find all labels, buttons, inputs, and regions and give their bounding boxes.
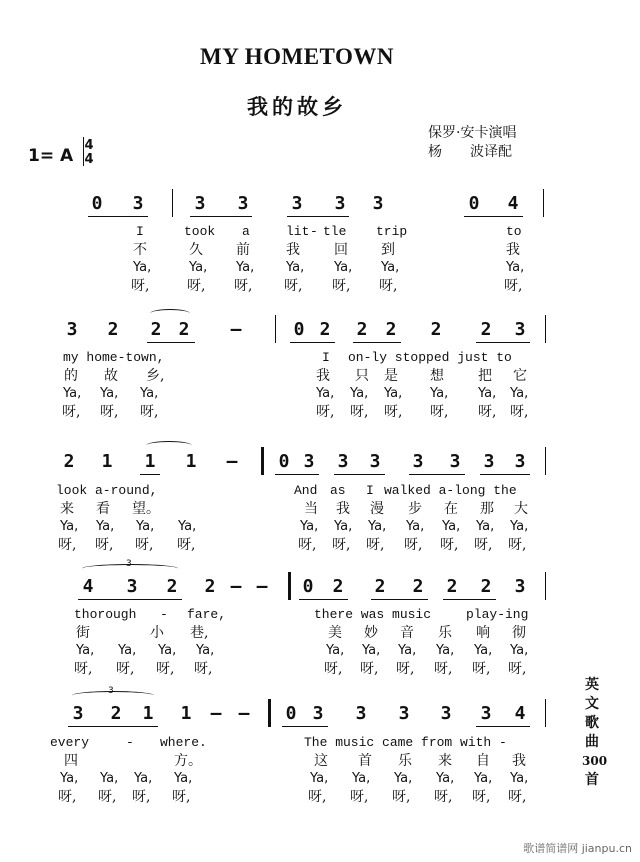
lyric-en: thorough <box>74 607 137 622</box>
note: 0 <box>293 319 305 340</box>
underline <box>464 216 523 217</box>
lyric-ya: Ya, <box>506 260 525 275</box>
lyric-zh: 小 <box>150 625 164 641</box>
lyric-ya: Ya, <box>368 519 387 534</box>
lyric-ya: Ya, <box>394 771 413 786</box>
lyric-en: a <box>242 224 250 239</box>
note: 3 <box>291 193 303 214</box>
lyric-ya-zh: 呀, <box>474 537 493 553</box>
note: — <box>230 576 242 597</box>
lyric-ya-zh: 呀, <box>100 404 119 420</box>
lyric-zh: 故 <box>104 368 118 384</box>
lyric-ya: Ya, <box>286 260 305 275</box>
lyric-en: fare, <box>187 607 227 622</box>
note: 3 <box>355 703 367 724</box>
lyric-ya-zh: 呀, <box>384 404 403 420</box>
lyric-ya: Ya, <box>100 386 119 401</box>
lyric-en: - <box>160 607 168 622</box>
lyric-ya-zh: 呀, <box>430 404 449 420</box>
lyric-ya: Ya, <box>381 260 400 275</box>
notation-line <box>0 192 640 216</box>
lyric-en: to <box>506 224 522 239</box>
lyric-zh: 乐 <box>398 753 412 769</box>
lyric-ya-zh: 呀, <box>131 278 150 294</box>
note: 2 <box>412 576 424 597</box>
lyric-ya-zh: 呀, <box>98 789 117 805</box>
lyric-ya: Ya, <box>96 519 115 534</box>
lyric-zh: 它 <box>513 368 527 384</box>
lyric-ya: Ya, <box>474 643 493 658</box>
lyric-en: I <box>322 350 330 365</box>
lyric-ya: Ya, <box>352 771 371 786</box>
note: 2 <box>107 319 119 340</box>
underline <box>353 342 401 343</box>
lyric-zh: 看 <box>96 501 110 517</box>
barline <box>261 447 264 475</box>
lyric-ya-zh: 呀, <box>350 404 369 420</box>
barline <box>288 572 291 600</box>
note: 2 <box>150 319 162 340</box>
note: 3 <box>72 703 84 724</box>
note: 2 <box>480 576 492 597</box>
note: 3 <box>480 703 492 724</box>
lyric-zh: 音 <box>400 625 414 641</box>
lyric-en: tle <box>323 224 347 239</box>
lyric-ya-zh: 呀, <box>478 404 497 420</box>
note: — <box>256 576 268 597</box>
lyric-zh: 方。 <box>174 753 202 769</box>
lyric-en: - <box>310 224 318 239</box>
lyric-ya: Ya, <box>140 386 159 401</box>
side-label-char: 首 <box>585 772 599 788</box>
note: 2 <box>430 319 442 340</box>
notation-line <box>0 559 640 599</box>
note: 3 <box>440 703 452 724</box>
triplet-mark: 3 <box>126 559 132 569</box>
lyric-en: play-ing <box>466 607 529 622</box>
lyric-ya: Ya, <box>60 771 79 786</box>
lyric-zh: 漫 <box>370 501 384 517</box>
lyric-ya-zh: 呀, <box>177 537 196 553</box>
lyric-ya-zh: 呀, <box>392 789 411 805</box>
lyric-ya-zh: 呀, <box>284 278 303 294</box>
underline <box>275 474 319 475</box>
lyric-en: where. <box>160 735 207 750</box>
lyric-ya: Ya, <box>133 260 152 275</box>
lyric-zh: 我 <box>316 368 330 384</box>
note: 1 <box>180 703 192 724</box>
lyric-en: trip <box>376 224 408 239</box>
lyric-en: - <box>126 735 134 750</box>
lyric-ya: Ya, <box>136 519 155 534</box>
lyric-en: there was music <box>314 607 432 622</box>
lyric-zh: 自 <box>476 753 490 769</box>
song-title-english: MY HOMETOWN <box>200 44 394 69</box>
side-label-char: 300 <box>582 754 608 768</box>
lyric-ya: Ya, <box>442 519 461 534</box>
music-system-5 <box>0 686 640 828</box>
underline <box>78 599 182 600</box>
lyric-ya: Ya, <box>236 260 255 275</box>
lyric-ya-zh: 呀, <box>132 789 151 805</box>
lyric-ya-zh: 呀, <box>332 537 351 553</box>
lyric-zh: 久 <box>189 242 203 258</box>
lyric-ya-zh: 呀, <box>508 789 527 805</box>
note: 4 <box>82 576 94 597</box>
note: 2 <box>178 319 190 340</box>
lyric-zh: 乐 <box>438 625 452 641</box>
note: — <box>230 319 242 340</box>
note: 2 <box>63 451 75 472</box>
lyric-ya: Ya, <box>436 643 455 658</box>
lyric-ya: Ya, <box>60 519 79 534</box>
note: 0 <box>285 703 297 724</box>
lyric-en: And <box>294 483 318 498</box>
note: 3 <box>398 703 410 724</box>
song-title-chinese: 我的故乡 <box>247 94 347 119</box>
lyric-zh: 望。 <box>132 501 160 517</box>
time-signature-bottom: 4 <box>84 152 94 167</box>
underline <box>476 726 530 727</box>
lyric-zh: 巷, <box>190 625 209 641</box>
lyric-ya-zh: 呀, <box>156 661 175 677</box>
barline <box>268 699 271 727</box>
lyric-en: as <box>330 483 346 498</box>
note: 2 <box>204 576 216 597</box>
lyric-ya: Ya, <box>178 519 197 534</box>
lyric-ya: Ya, <box>196 643 215 658</box>
lyric-ya-zh: 呀, <box>116 661 135 677</box>
lyric-ya-zh: 呀, <box>298 537 317 553</box>
underline <box>371 599 428 600</box>
lyric-ya-zh: 呀, <box>308 789 327 805</box>
lyric-zh: 我 <box>512 753 526 769</box>
music-system-1 <box>0 192 640 318</box>
note: 2 <box>166 576 178 597</box>
underline <box>476 342 530 343</box>
barline <box>172 189 173 217</box>
lyric-ya: Ya, <box>510 771 529 786</box>
key-signature: 1= A <box>28 146 74 166</box>
lyric-zh: 这 <box>314 753 328 769</box>
lyric-ya: Ya, <box>430 386 449 401</box>
lyric-zh: 把 <box>478 368 492 384</box>
lyric-ya-zh: 呀, <box>316 404 335 420</box>
lyric-zh: 来 <box>60 501 74 517</box>
music-system-3 <box>0 450 640 576</box>
underline <box>147 342 195 343</box>
lyric-ya: Ya, <box>300 519 319 534</box>
lyric-zh: 的 <box>64 368 78 384</box>
note: — <box>210 703 222 724</box>
notation-line <box>0 318 640 342</box>
underline <box>480 474 530 475</box>
note: — <box>226 451 238 472</box>
lyric-ya-zh: 呀, <box>510 404 529 420</box>
underline <box>282 726 328 727</box>
lyric-ya-zh: 呀, <box>74 661 93 677</box>
lyric-zh: 是 <box>384 368 398 384</box>
note: — <box>238 703 250 724</box>
lyric-ya: Ya, <box>189 260 208 275</box>
lyric-ya: Ya, <box>510 643 529 658</box>
tie <box>146 441 192 450</box>
lyric-ya: Ya, <box>174 771 193 786</box>
lyric-zh: 在 <box>444 501 458 517</box>
lyric-ya-zh: 呀, <box>135 537 154 553</box>
music-system-2 <box>0 318 640 444</box>
lyric-ya: Ya, <box>326 643 345 658</box>
note: 2 <box>110 703 122 724</box>
lyric-ya: Ya, <box>478 386 497 401</box>
lyric-ya: Ya, <box>76 643 95 658</box>
time-signature-bar <box>83 137 84 166</box>
note: 0 <box>302 576 314 597</box>
note: 1 <box>144 451 156 472</box>
lyric-zh: 四 <box>64 753 78 769</box>
lyric-zh: 前 <box>236 242 250 258</box>
underline <box>290 342 335 343</box>
time-signature-top: 4 <box>84 138 94 153</box>
note: 0 <box>91 193 103 214</box>
note: 3 <box>514 576 526 597</box>
lyric-ya: Ya, <box>510 519 529 534</box>
lyric-zh: 我 <box>286 242 300 258</box>
note: 4 <box>514 703 526 724</box>
lyric-ya: Ya, <box>134 771 153 786</box>
lyric-ya-zh: 呀, <box>504 278 523 294</box>
note: 3 <box>303 451 315 472</box>
singer-credit: 保罗·安卡演唱 <box>428 125 517 141</box>
lyric-zh: 当 <box>304 501 318 517</box>
barline <box>545 572 546 600</box>
lyric-zh: 步 <box>408 501 422 517</box>
lyric-ya-zh: 呀, <box>440 537 459 553</box>
lyric-ya: Ya, <box>158 643 177 658</box>
note: 3 <box>312 703 324 724</box>
lyric-ya: Ya, <box>436 771 455 786</box>
triplet-mark: 3 <box>108 686 114 696</box>
lyric-en: took <box>184 224 216 239</box>
note: 3 <box>334 193 346 214</box>
lyric-en: lit <box>286 224 310 239</box>
underline <box>334 474 385 475</box>
lyric-zh: 那 <box>480 501 494 517</box>
lyric-zh: 回 <box>334 242 348 258</box>
side-label-char: 歌 <box>585 715 599 731</box>
lyric-zh: 响 <box>476 625 490 641</box>
lyric-zh: 只 <box>355 368 369 384</box>
barline <box>275 315 276 343</box>
lyric-ya-zh: 呀, <box>472 789 491 805</box>
lyric-zh: 不 <box>133 242 147 258</box>
lyric-ya-zh: 呀, <box>350 789 369 805</box>
lyric-ya: Ya, <box>334 260 353 275</box>
barline <box>545 447 546 475</box>
side-label <box>582 676 608 790</box>
lyric-ya-zh: 呀, <box>434 789 453 805</box>
lyric-en: every <box>50 735 90 750</box>
lyric-ya-zh: 呀, <box>379 278 398 294</box>
note: 3 <box>449 451 461 472</box>
note: 1 <box>142 703 154 724</box>
lyric-en: walked a-long the <box>384 483 517 498</box>
note: 3 <box>194 193 206 214</box>
lyric-ya-zh: 呀, <box>472 661 491 677</box>
lyric-ya-zh: 呀, <box>366 537 385 553</box>
lyric-ya-zh: 呀, <box>404 537 423 553</box>
lyric-zh: 街 <box>76 625 90 641</box>
notation-line <box>0 686 640 726</box>
underline <box>299 599 348 600</box>
note: 1 <box>185 451 197 472</box>
lyric-ya: Ya, <box>362 643 381 658</box>
watermark: 歌谱简谱网 jianpu.cn <box>523 842 632 855</box>
lyric-ya: Ya, <box>118 643 137 658</box>
lyric-ya-zh: 呀, <box>95 537 114 553</box>
note: 2 <box>332 576 344 597</box>
note: 2 <box>480 319 492 340</box>
note: 0 <box>278 451 290 472</box>
lyric-ya: Ya, <box>334 519 353 534</box>
note: 3 <box>237 193 249 214</box>
note: 3 <box>66 319 78 340</box>
side-label-char: 英 <box>585 677 599 693</box>
lyric-zh: 到 <box>381 242 395 258</box>
underline <box>409 474 465 475</box>
lyric-zh: 美 <box>328 625 342 641</box>
underline <box>190 216 252 217</box>
lyric-ya: Ya, <box>476 519 495 534</box>
note: 2 <box>319 319 331 340</box>
lyric-ya: Ya, <box>100 771 119 786</box>
note: 3 <box>412 451 424 472</box>
lyric-en: I <box>366 483 374 498</box>
note: 2 <box>385 319 397 340</box>
lyric-zh: 大 <box>514 501 528 517</box>
side-label-char: 文 <box>585 696 599 712</box>
note: 3 <box>514 319 526 340</box>
lyric-ya-zh: 呀, <box>508 537 527 553</box>
lyric-ya-zh: 呀, <box>58 537 77 553</box>
note: 1 <box>101 451 113 472</box>
lyric-ya-zh: 呀, <box>172 789 191 805</box>
lyric-ya-zh: 呀, <box>434 661 453 677</box>
underline <box>287 216 349 217</box>
underline <box>68 726 158 727</box>
lyric-zh: 彻 <box>512 625 526 641</box>
lyric-zh: 首 <box>358 753 372 769</box>
note: 4 <box>507 193 519 214</box>
lyric-en: on-ly stopped just to <box>348 350 512 365</box>
note: 3 <box>337 451 349 472</box>
underline <box>88 216 148 217</box>
lyric-ya-zh: 呀, <box>62 404 81 420</box>
note: 0 <box>468 193 480 214</box>
barline <box>545 699 546 727</box>
note: 3 <box>483 451 495 472</box>
lyric-en: The music came from with - <box>304 735 507 750</box>
arranger-credit: 杨 波译配 <box>428 144 512 160</box>
lyric-en: I <box>136 224 144 239</box>
lyric-ya: Ya, <box>310 771 329 786</box>
lyric-zh: 想 <box>430 368 444 384</box>
notation-line <box>0 450 640 474</box>
lyric-ya-zh: 呀, <box>360 661 379 677</box>
lyric-ya: Ya, <box>350 386 369 401</box>
time-signature <box>83 139 95 167</box>
lyric-zh: 我 <box>506 242 520 258</box>
underline <box>140 474 160 475</box>
barline <box>545 315 546 343</box>
lyric-ya: Ya, <box>63 386 82 401</box>
note: 3 <box>132 193 144 214</box>
lyric-ya-zh: 呀, <box>234 278 253 294</box>
lyric-ya: Ya, <box>384 386 403 401</box>
lyric-zh: 我 <box>336 501 350 517</box>
lyric-ya-zh: 呀, <box>58 789 77 805</box>
lyric-ya-zh: 呀, <box>396 661 415 677</box>
lyric-en: my home-town, <box>63 350 165 365</box>
lyric-ya: Ya, <box>474 771 493 786</box>
tie <box>150 309 190 318</box>
lyric-zh: 乡, <box>146 368 165 384</box>
lyric-ya: Ya, <box>398 643 417 658</box>
lyric-ya: Ya, <box>406 519 425 534</box>
underline <box>443 599 496 600</box>
lyric-ya-zh: 呀, <box>332 278 351 294</box>
note: 3 <box>369 451 381 472</box>
note: 2 <box>356 319 368 340</box>
music-system-4 <box>0 559 640 701</box>
lyric-ya: Ya, <box>510 386 529 401</box>
lyric-ya-zh: 呀, <box>324 661 343 677</box>
lyric-en: look a-round, <box>56 483 158 498</box>
side-label-char: 曲 <box>585 734 599 750</box>
note: 3 <box>514 451 526 472</box>
lyric-ya-zh: 呀, <box>194 661 213 677</box>
lyric-ya-zh: 呀, <box>140 404 159 420</box>
lyric-ya-zh: 呀, <box>508 661 527 677</box>
lyric-ya: Ya, <box>316 386 335 401</box>
lyric-zh: 妙 <box>364 625 378 641</box>
note: 3 <box>126 576 138 597</box>
note: 2 <box>374 576 386 597</box>
lyric-ya-zh: 呀, <box>187 278 206 294</box>
note: 2 <box>446 576 458 597</box>
lyric-zh: 来 <box>438 753 452 769</box>
barline <box>543 189 544 217</box>
note: 3 <box>372 193 384 214</box>
